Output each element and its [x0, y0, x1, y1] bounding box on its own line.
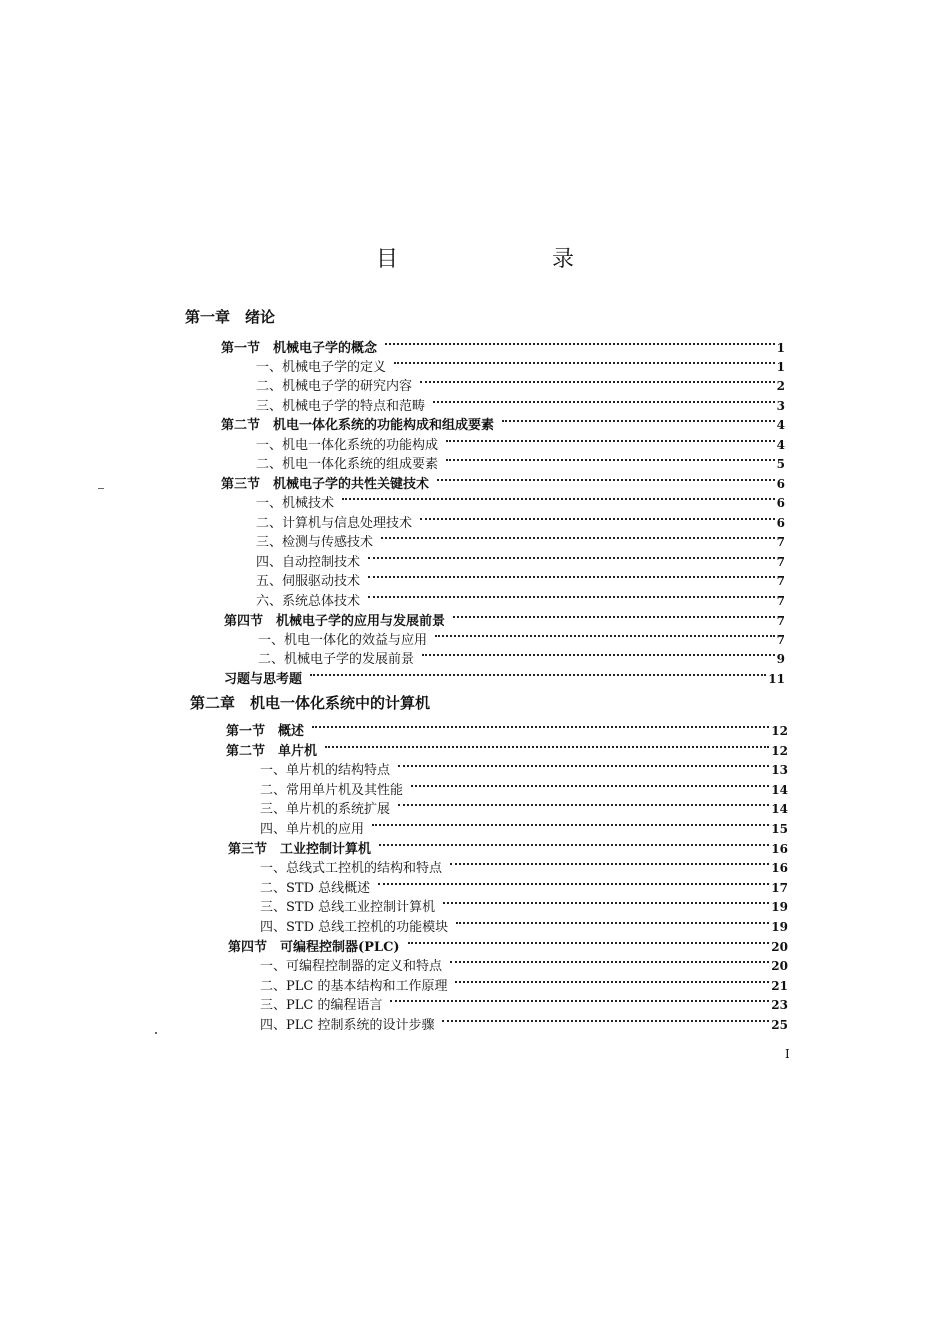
toc-page-number: 20 [771, 940, 788, 954]
toc-entry-label: 三、单片机的系统扩展 [260, 802, 391, 817]
toc-page-number: 23 [771, 998, 788, 1012]
toc-page-number: 14 [771, 802, 788, 816]
toc-page-number: 14 [771, 783, 788, 797]
toc-entry-label: 二、机械电子学的研究内容 [256, 379, 413, 394]
toc-page-number: 7 [776, 555, 785, 569]
toc-entry-label: 五、伺服驱动技术 [256, 574, 361, 589]
toc-entry-label: 一、机电一体化的效益与应用 [258, 633, 428, 648]
toc-entry-label: 二、STD 总线概述 [260, 881, 371, 896]
toc-page-number: 17 [771, 881, 788, 895]
toc-entry-label: 三、检测与传感技术 [256, 535, 374, 550]
toc-entry-label: 习题与思考题 [224, 672, 303, 687]
toc-page-number: 5 [776, 457, 785, 471]
toc-entry-label: 一、可编程控制器的定义和特点 [260, 959, 443, 974]
toc-entry-label: 一、机械技术 [256, 496, 335, 511]
toc-page-number: 6 [776, 477, 785, 491]
leader-dots [442, 1000, 769, 1022]
toc-page-number: 1 [776, 360, 785, 374]
toc-page-number: 19 [771, 900, 788, 914]
leader-dots [372, 804, 769, 826]
leader-dots [310, 654, 766, 676]
toc-entry-label: 一、总线式工控机的结构和特点 [260, 861, 443, 876]
toc-page-number: 4 [776, 418, 785, 432]
toc-page-number: 7 [776, 535, 785, 549]
toc-page-number: 15 [771, 822, 788, 836]
leader-dots [342, 478, 775, 500]
toc-entry-label: 三、机械电子学的特点和范畴 [256, 399, 426, 414]
toc-item[interactable] [260, 1007, 788, 1033]
scan-speck [98, 488, 104, 489]
toc-entry-label: 第三节 工业控制计算机 [228, 842, 372, 857]
leader-dots [390, 980, 769, 1002]
toc-page-number: 16 [771, 861, 788, 875]
toc-page-number: 6 [776, 516, 785, 530]
toc-entry-label: 一、单片机的结构特点 [260, 763, 391, 778]
toc-entry-label: 第二节 机电一体化系统的功能构成和组成要素 [221, 418, 495, 433]
leader-dots [368, 556, 775, 578]
toc-chapter[interactable] [185, 306, 283, 328]
toc-page-number: 12 [771, 744, 788, 758]
toc-entry-label: 一、机械电子学的定义 [256, 360, 387, 375]
toc-page-number: 16 [771, 842, 788, 856]
scan-speck [155, 1032, 157, 1034]
toc-page-number: 1 [776, 341, 785, 355]
toc-page-number: 9 [776, 652, 785, 666]
page-number: I [785, 1047, 790, 1061]
toc-entry-label: 一、机电一体化系统的功能构成 [256, 438, 439, 453]
toc-page-number: 12 [771, 724, 788, 738]
leader-dots [456, 902, 769, 924]
toc-entry-label: 三、STD 总线工业控制计算机 [260, 900, 436, 915]
leader-dots [450, 941, 769, 963]
leader-dots [381, 517, 775, 539]
toc-entry-label: 四、自动控制技术 [256, 555, 361, 570]
page-title: 目 录 [375, 247, 640, 272]
leader-dots [446, 439, 775, 461]
toc-page-number: 6 [776, 496, 785, 510]
toc-entry-label: 第四节 可编程控制器(PLC) [228, 940, 400, 955]
toc-entry-label: 第一节 机械电子学的概念 [221, 341, 378, 356]
toc-chapter-label: 第二章 机电一体化系统中的计算机 [190, 694, 431, 712]
toc-page-number: 7 [776, 633, 785, 647]
leader-dots [312, 706, 769, 728]
toc-page-number: 20 [771, 959, 788, 973]
toc-entry-label: 第一节 概述 [226, 724, 305, 739]
toc-entry-label: 二、常用单片机及其性能 [260, 783, 404, 798]
toc-page-number: 19 [771, 920, 788, 934]
toc-page-number: 7 [776, 614, 785, 628]
leader-dots [450, 843, 769, 865]
toc-page-number: 7 [776, 574, 785, 588]
toc-page-number: 25 [771, 1018, 788, 1032]
toc-page-number: 13 [771, 763, 788, 777]
toc-page-number: 4 [776, 438, 785, 452]
toc-page-number: 21 [771, 979, 788, 993]
leader-dots [420, 361, 775, 383]
leader-dots [443, 882, 769, 904]
toc-entry-label: 第三节 机械电子学的共性关键技术 [221, 477, 430, 492]
leader-dots [502, 400, 775, 422]
toc-page-number: 11 [768, 672, 785, 686]
toc-page-number: 3 [776, 399, 785, 413]
toc-entry-label: 第二节 单片机 [226, 744, 318, 759]
toc-entry-label: 四、单片机的应用 [260, 822, 365, 837]
toc-entry-label: 二、机电一体化系统的组成要素 [256, 457, 439, 472]
toc-entry-label: 二、计算机与信息处理技术 [256, 516, 413, 531]
toc-entry-label: 二、机械电子学的发展前景 [258, 652, 415, 667]
toc-entry-label: 四、STD 总线工控机的功能模块 [260, 920, 449, 935]
toc-entry-label: 第四节 机械电子学的应用与发展前景 [224, 614, 446, 629]
toc-section[interactable] [224, 661, 785, 687]
leader-dots [398, 784, 769, 806]
toc-entry-label: 四、PLC 控制系统的设计步骤 [260, 1018, 435, 1033]
leader-dots [368, 576, 775, 598]
leader-dots [398, 745, 769, 767]
toc-entry-label: 六、系统总体技术 [256, 594, 361, 609]
toc-entry-label: 二、PLC 的基本结构和工作原理 [260, 979, 448, 994]
leader-dots [422, 634, 775, 656]
toc-page-number: 7 [776, 594, 785, 608]
toc-page-number: 2 [776, 379, 785, 393]
toc-entry-label: 三、PLC 的编程语言 [260, 998, 383, 1013]
toc-chapter-label: 第一章 绪论 [185, 308, 276, 326]
